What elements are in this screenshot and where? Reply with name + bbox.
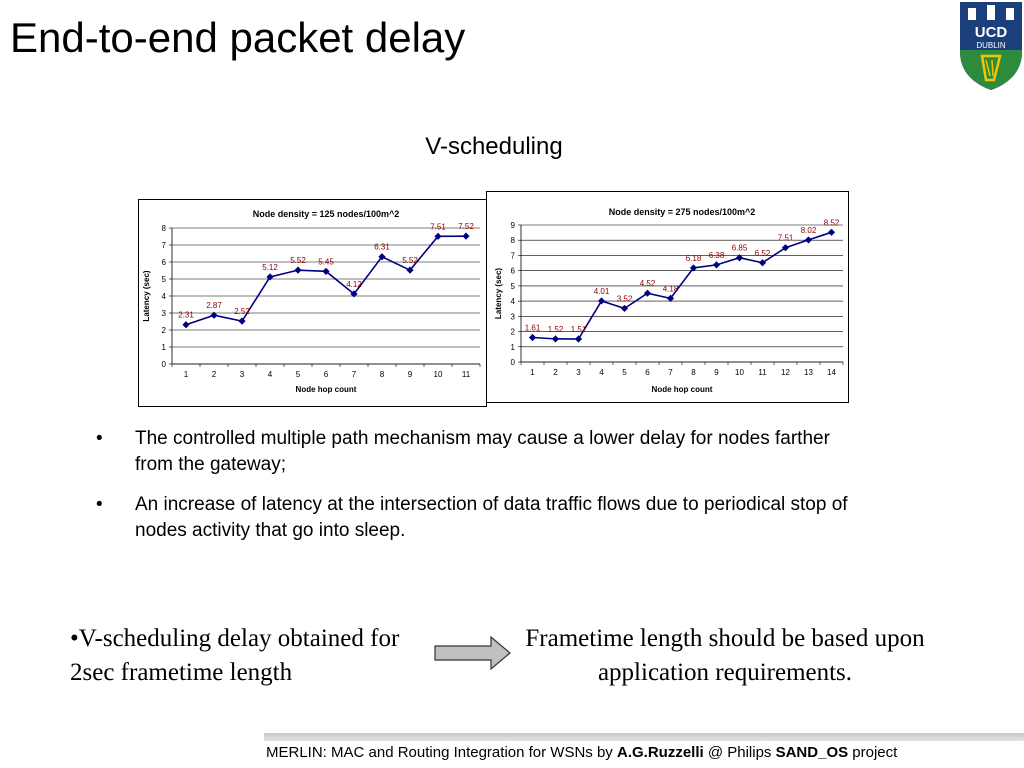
data-point (713, 261, 720, 268)
y-tick-label: 4 (161, 292, 166, 301)
data-label: 6.85 (731, 243, 748, 253)
x-tick-label: 5 (622, 368, 627, 377)
data-label: 6.38 (708, 250, 725, 260)
footer-middle: @ Philips (703, 744, 776, 761)
data-label: 7.51 (430, 222, 446, 232)
x-tick-label: 5 (295, 370, 301, 379)
data-label: 6.31 (374, 242, 390, 252)
data-point (552, 335, 559, 342)
data-label: 2.31 (178, 310, 194, 320)
right-arrow-icon (433, 635, 513, 671)
data-label: 5.52 (402, 256, 418, 266)
data-label: 1.51 (570, 325, 587, 335)
x-tick-label: 1 (530, 368, 535, 377)
svg-text:UCD: UCD (974, 24, 1008, 41)
latency-chart-275 (486, 191, 849, 403)
x-tick-label: 10 (735, 368, 744, 377)
bullet-marker: • (96, 428, 103, 449)
data-label: 2.87 (206, 301, 222, 311)
latency-chart-275-plot (487, 192, 850, 404)
x-axis-label: Node hop count (651, 385, 713, 394)
y-tick-label: 3 (510, 312, 515, 322)
bullet-marker: • (96, 494, 103, 515)
x-tick-label: 9 (407, 370, 413, 379)
x-tick-label: 2 (211, 370, 217, 379)
y-tick-label: 4 (510, 297, 515, 307)
footer-prefix: MERLIN: MAC and Routing Integration for WSNs by (266, 744, 617, 761)
chart-title: Node density = 125 nodes/100m^2 (252, 209, 400, 219)
data-point (210, 312, 217, 319)
slide-title: End-to-end packet delay (10, 14, 466, 61)
x-tick-label: 4 (267, 370, 273, 379)
y-tick-label: 0 (161, 360, 166, 369)
data-label: 5.45 (318, 257, 334, 267)
data-label: 8.02 (800, 225, 817, 235)
y-axis-label: Latency (sec) (494, 267, 503, 320)
bullet-text: The controlled multiple path mechanism may cause a lower delay for nodes farther from the gateway; (135, 428, 830, 475)
data-label: 5.12 (262, 262, 278, 272)
x-tick-label: 8 (691, 368, 696, 377)
x-tick-label: 6 (323, 370, 329, 379)
x-tick-label: 14 (827, 368, 836, 377)
y-tick-label: 6 (161, 258, 166, 267)
data-point (462, 233, 469, 240)
x-tick-label: 7 (351, 370, 357, 379)
y-tick-label: 5 (161, 275, 166, 284)
data-label: 4.52 (639, 279, 656, 289)
data-point (294, 267, 301, 274)
y-tick-label: 8 (161, 224, 166, 233)
latency-chart-125 (138, 199, 487, 407)
x-tick-label: 4 (599, 368, 604, 377)
x-tick-label: 6 (645, 368, 650, 377)
data-point (182, 321, 189, 328)
y-tick-label: 1 (510, 342, 515, 352)
x-tick-label: 11 (461, 370, 471, 379)
x-tick-label: 12 (781, 368, 790, 377)
data-point (828, 229, 835, 236)
y-tick-label: 6 (510, 266, 515, 276)
y-tick-label: 8 (510, 236, 515, 246)
y-tick-label: 2 (161, 326, 166, 335)
y-tick-label: 9 (510, 221, 515, 230)
bullet-text: An increase of latency at the intersection of data traffic flows due to periodical stop of nodes activity that go into sleep. (135, 494, 848, 541)
data-label: 8.52 (823, 218, 840, 228)
y-tick-label: 0 (510, 358, 515, 367)
data-label: 4.12 (346, 279, 362, 289)
data-point (575, 335, 582, 342)
data-label: 7.51 (777, 233, 794, 243)
note-left: •V-scheduling delay obtained for 2sec frametime length (70, 625, 400, 686)
x-tick-label: 9 (714, 368, 719, 377)
svg-text:DUBLIN: DUBLIN (976, 41, 1006, 50)
x-tick-label: 7 (668, 368, 673, 377)
x-tick-label: 10 (433, 370, 443, 379)
data-label: 7.52 (458, 222, 474, 232)
x-tick-label: 3 (576, 368, 581, 377)
x-tick-label: 3 (239, 370, 245, 379)
y-tick-label: 5 (510, 281, 515, 291)
y-axis-label: Latency (sec) (142, 270, 151, 322)
footer-text (266, 743, 1024, 763)
data-label: 2.52 (234, 307, 250, 317)
data-label: 1.52 (547, 324, 564, 334)
note-right: Frametime length should be based upon application requirements. (525, 625, 925, 686)
bullet-item (96, 426, 856, 478)
bullet-item (96, 492, 856, 544)
data-label: 5.52 (290, 256, 306, 266)
footer-project: SAND_OS (775, 744, 849, 761)
footer-bar (264, 733, 1024, 741)
x-tick-label: 13 (804, 368, 813, 377)
data-point (529, 334, 536, 341)
x-tick-label: 8 (379, 370, 385, 379)
x-axis-label: Node hop count (295, 385, 357, 394)
footer-suffix: project (848, 744, 898, 761)
latency-chart-125-plot (139, 200, 488, 408)
x-tick-label: 2 (553, 368, 558, 377)
slide-subtitle: V-scheduling (425, 133, 563, 160)
y-tick-label: 2 (510, 327, 515, 337)
x-tick-label: 11 (758, 368, 767, 377)
y-tick-label: 1 (161, 343, 166, 352)
chart-title: Node density = 275 nodes/100m^2 (608, 207, 756, 217)
data-label: 6.52 (754, 248, 771, 258)
bullet-list (96, 426, 856, 558)
ucd-logo (958, 0, 1024, 92)
data-label: 1.61 (524, 323, 541, 333)
y-tick-label: 7 (161, 241, 166, 250)
data-point (598, 297, 605, 304)
series-line (186, 236, 466, 325)
x-tick-label: 1 (183, 370, 189, 379)
footer-author: A.G.Ruzzelli (616, 744, 704, 761)
data-label: 3.52 (616, 294, 633, 304)
data-label: 4.18 (662, 284, 679, 294)
y-tick-label: 7 (510, 251, 515, 261)
data-label: 4.01 (593, 286, 610, 296)
data-point (805, 236, 812, 243)
y-tick-label: 3 (161, 309, 166, 318)
data-label: 6.18 (685, 253, 702, 263)
